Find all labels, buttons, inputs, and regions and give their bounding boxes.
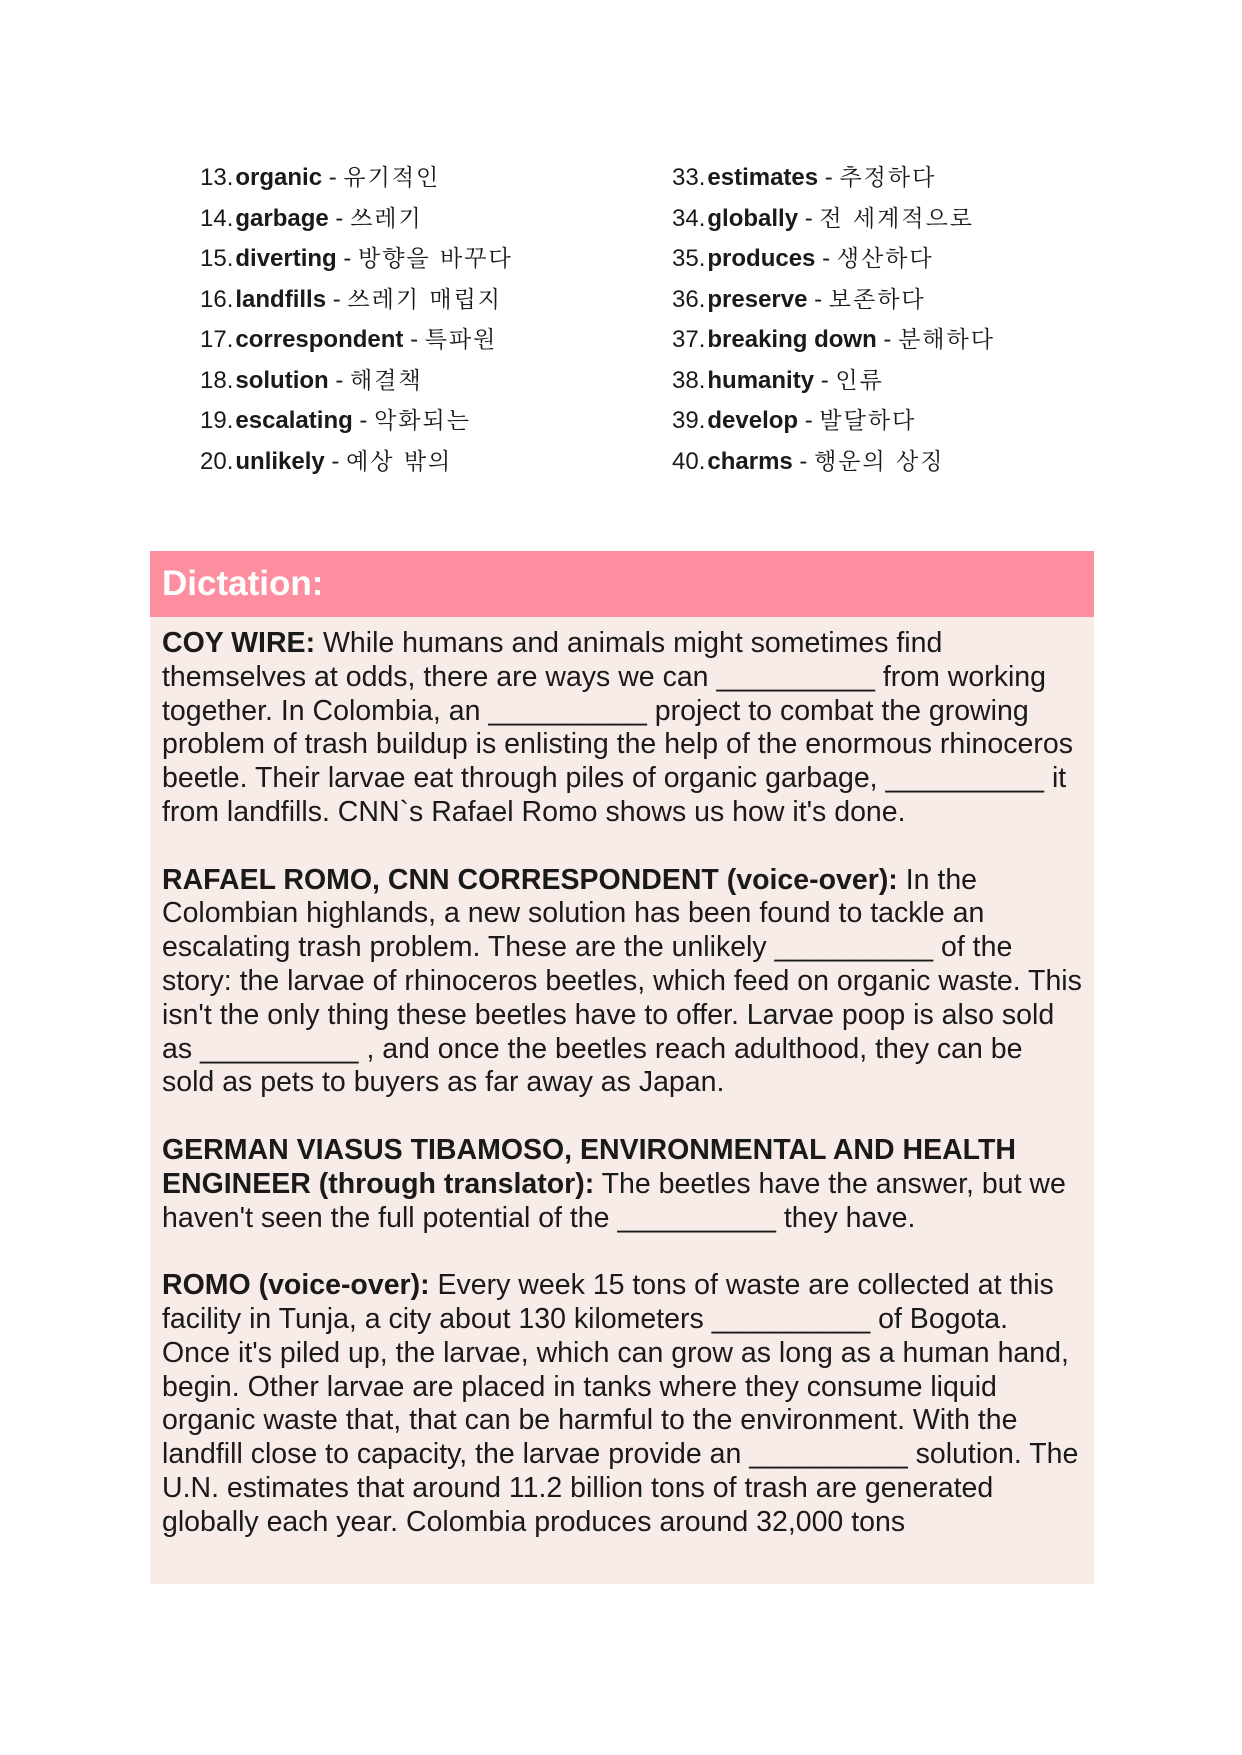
transcript-text: of the story: the larvae of rhinoceros beetles, which feed on organic waste. This isn't the only thing these beetles have to offer. Larvae poop is also sold as xyxy=(162,931,1082,1065)
vocab-separator: - xyxy=(818,164,840,191)
transcript-paragraph xyxy=(162,1134,1082,1235)
vocab-item xyxy=(672,361,995,402)
vocab-word: escalating xyxy=(235,407,353,434)
vocab-word: charms xyxy=(707,447,793,475)
vocab-word: estimates xyxy=(707,164,819,191)
vocab-item xyxy=(672,320,995,361)
vocab-number: 17. xyxy=(200,326,234,353)
vocab-word: develop xyxy=(707,407,799,434)
vocab-number: 33. xyxy=(672,164,706,191)
transcript-paragraph xyxy=(162,864,1082,1101)
transcript-text: it from landfills. CNN`s Rafael Romo shows us how it's done. xyxy=(162,762,1067,828)
vocab-list-right xyxy=(672,158,995,482)
vocab-meaning: 추정하다 xyxy=(839,165,937,191)
vocab-meaning: 쓰레기 xyxy=(350,205,423,232)
vocab-word: breaking down xyxy=(707,326,877,353)
vocab-item xyxy=(200,280,513,321)
vocab-item xyxy=(672,401,995,442)
answer-blank[interactable]: __________ xyxy=(749,1438,908,1471)
vocab-meaning: 발달하다 xyxy=(819,408,917,434)
vocab-word: globally xyxy=(707,204,799,232)
vocab-separator: - xyxy=(324,447,347,475)
vocab-word: correspondent xyxy=(235,326,404,353)
vocab-separator: - xyxy=(328,366,351,394)
vocab-number: 39. xyxy=(672,407,706,434)
vocab-meaning: 악화되는 xyxy=(374,408,471,434)
transcript-text: of Bogota. Once it's piled up, the larvae, which can grow as long as a human hand, begin. Other larvae are placed in tanks where they consume liquid organic waste that, that can be harmful to the environment. With the landfill close to capacity, the larvae provide an xyxy=(162,1302,1069,1471)
dictation-title: Dictation: xyxy=(150,551,1094,617)
transcript-text: While humans and animals might sometimes find themselves at odds, there are ways we can xyxy=(162,627,943,693)
transcript-text: solution. The U.N. estimates that around 11.2 billion tons of trash are generated globally each year. Colombia produces around 32,000 tons xyxy=(162,1438,1079,1538)
answer-blank[interactable]: __________ xyxy=(885,762,1045,795)
vocab-item xyxy=(200,239,513,280)
vocab-word: garbage xyxy=(235,204,329,232)
vocab-meaning: 유기적인 xyxy=(343,165,441,191)
vocab-separator: - xyxy=(814,366,836,394)
answer-blank[interactable]: __________ xyxy=(617,1201,776,1234)
answer-blank[interactable]: __________ xyxy=(711,1302,871,1335)
vocab-number: 18. xyxy=(200,366,234,394)
vocab-number: 15. xyxy=(200,245,234,272)
vocab-item xyxy=(200,401,513,442)
transcript-text: they have. xyxy=(775,1201,916,1234)
answer-blank[interactable]: __________ xyxy=(200,1032,359,1065)
vocab-meaning: 쓰레기 매립지 xyxy=(347,286,503,313)
vocab-word: landfills xyxy=(235,285,327,313)
vocab-number: 40. xyxy=(672,447,706,475)
vocab-list-left xyxy=(200,158,513,482)
vocab-meaning: 해결책 xyxy=(350,367,423,394)
vocab-item xyxy=(672,280,995,321)
vocab-item xyxy=(672,442,995,483)
transcript-text: Every week 15 tons of waste are collected at this facility in Tunja, a city about 130 kilometers xyxy=(162,1269,1054,1335)
vocab-meaning: 예상 밖의 xyxy=(346,448,453,475)
vocab-meaning: 생산하다 xyxy=(836,246,934,272)
vocab-separator: - xyxy=(336,245,359,272)
vocab-item xyxy=(200,158,513,199)
vocab-word: diverting xyxy=(235,245,337,272)
vocab-meaning: 행운의 상징 xyxy=(814,448,945,475)
vocab-word: solution xyxy=(235,366,329,394)
vocab-number: 36. xyxy=(672,285,706,313)
vocab-meaning: 방향을 바꾸다 xyxy=(358,246,513,272)
vocab-word: organic xyxy=(235,164,323,191)
vocab-separator: - xyxy=(326,285,348,313)
transcript-paragraph xyxy=(162,627,1082,830)
vocab-number: 13. xyxy=(200,164,234,191)
vocab-meaning: 보존하다 xyxy=(828,286,926,313)
vocab-item xyxy=(200,361,513,402)
vocab-item xyxy=(200,199,513,240)
vocab-separator: - xyxy=(798,407,820,434)
speaker-label: ROMO (voice-over): xyxy=(162,1269,430,1302)
answer-blank[interactable]: __________ xyxy=(716,660,875,693)
vocab-word: humanity xyxy=(707,366,815,394)
vocab-item xyxy=(200,320,513,361)
vocab-item xyxy=(672,158,995,199)
vocab-number: 35. xyxy=(672,245,706,272)
vocab-meaning: 특파원 xyxy=(424,327,498,353)
dictation-body xyxy=(150,617,1094,1540)
vocab-word: produces xyxy=(707,245,816,272)
vocab-number: 34. xyxy=(672,204,706,232)
speaker-label: COY WIRE: xyxy=(162,627,316,659)
vocab-item xyxy=(672,239,995,280)
speaker-label: RAFAEL ROMO, CNN CORRESPONDENT (voice-over): xyxy=(162,863,898,896)
vocab-separator: - xyxy=(807,285,829,313)
vocab-number: 38. xyxy=(672,366,706,394)
transcript-text: The beetles have the answer, but we haven't seen the full potential of the xyxy=(162,1167,1066,1234)
vocab-number: 37. xyxy=(672,326,706,353)
transcript-text: In the Colombian highlands, a new solution has been found to tackle an escalating trash problem. These are the unlikely xyxy=(162,863,985,964)
vocab-meaning: 분해하다 xyxy=(898,327,995,353)
vocab-meaning: 인류 xyxy=(835,367,884,394)
vocab-number: 19. xyxy=(200,407,234,434)
transcript-text: project to combat the growing problem of trash buildup is enlisting the help of the enormous rhinoceros beetle. Their larvae eat through piles of organic garbage, xyxy=(162,694,1073,795)
vocab-number: 16. xyxy=(200,285,234,313)
vocab-number: 14. xyxy=(200,204,234,232)
dictation-section xyxy=(150,551,1094,1584)
vocab-word: preserve xyxy=(707,285,808,313)
vocab-separator: - xyxy=(328,204,351,232)
vocab-separator: - xyxy=(352,407,375,434)
vocab-separator: - xyxy=(876,326,899,353)
vocab-meaning: 전 세계적으로 xyxy=(819,205,975,232)
vocab-item xyxy=(200,442,513,483)
transcript-paragraph xyxy=(162,1269,1082,1539)
vocab-separator: - xyxy=(815,245,837,272)
vocab-separator: - xyxy=(403,326,425,353)
vocab-separator: - xyxy=(792,447,815,475)
vocab-separator: - xyxy=(322,164,344,191)
answer-blank[interactable]: __________ xyxy=(488,694,647,727)
vocab-word: unlikely xyxy=(235,447,325,475)
answer-blank[interactable]: __________ xyxy=(774,931,934,964)
transcript-text: from working together. In Colombia, an xyxy=(162,660,1047,727)
transcript-text: , and once the beetles reach adulthood, they can be sold as pets to buyers as far away as Japan. xyxy=(162,1032,1023,1099)
vocab-item xyxy=(672,199,995,240)
vocab-number: 20. xyxy=(200,447,234,475)
speaker-label: GERMAN VIASUS TIBAMOSO, ENVIRONMENTAL AND HEALTH ENGINEER (through translator): xyxy=(162,1133,1016,1200)
vocab-separator: - xyxy=(798,204,820,232)
